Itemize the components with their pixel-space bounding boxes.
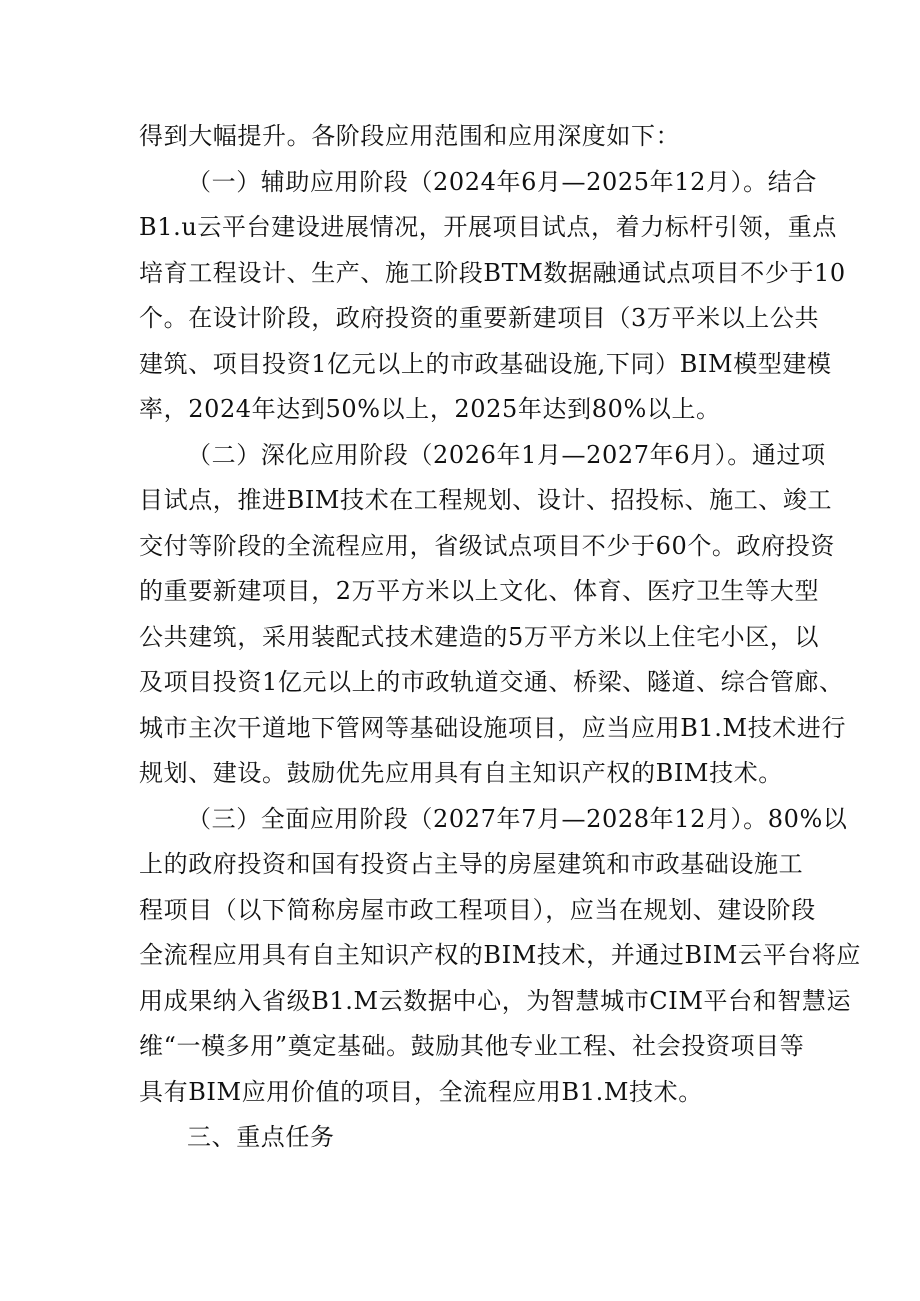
section-heading-key-tasks: 三、重点任务 bbox=[187, 1123, 335, 1151]
paragraph-line: 用成果纳入省级B1.M云数据中心，为智慧城市CIM平台和智慧运 bbox=[139, 986, 852, 1015]
paragraph-line: 程项目（以下简称房屋市政工程项目），应当在规划、建设阶段 bbox=[139, 895, 816, 924]
paragraph-line: 个。在设计阶段，政府投资的重要新建项目（3万平米以上公共 bbox=[139, 304, 820, 332]
stage-three-heading-line: （三）全面应用阶段（2027年7月—2028年12月）。80%以 bbox=[187, 804, 848, 833]
body-text bbox=[139, 114, 861, 1161]
paragraph-line: 上的政府投资和国有投资占主导的房屋建筑和市政基础设施工 bbox=[139, 850, 804, 878]
paragraph-line: B1.u云平台建设进展情况，开展项目试点，着力标杆引领，重点 bbox=[139, 213, 837, 241]
paragraph-line: 交付等阶段的全流程应用，省级试点项目不少于60个。政府投资 bbox=[139, 531, 835, 560]
paragraph-line: 得到大幅提升。各阶段应用范围和应用深度如下： bbox=[139, 122, 681, 150]
paragraph-line: 建筑、项目投资1亿元以上的市政基础设施,下同）BIM模型建模 bbox=[139, 349, 832, 378]
paragraph-line: 的重要新建项目，2万平方米以上文化、体育、医疗卫生等大型 bbox=[139, 577, 820, 605]
paragraph-line: 规划、建设。鼓励优先应用具有自主知识产权的BIM技术。 bbox=[139, 759, 783, 787]
paragraph-line: 具有BIM应用价值的项目，全流程应用B1.M技术。 bbox=[139, 1077, 703, 1106]
paragraph-line: 城市主次干道地下管网等基础设施项目，应当应用B1.M技术进行 bbox=[139, 713, 847, 742]
paragraph-line: 培育工程设计、生产、施工阶段BTM数据融通试点项目不少于10 bbox=[139, 258, 846, 287]
paragraph-line: 目试点，推进BIM技术在工程规划、设计、招投标、施工、竣工 bbox=[139, 486, 833, 514]
stage-two-heading-line: （二）深化应用阶段（2026年1月—2027年6月）。通过项 bbox=[187, 440, 826, 469]
paragraph-line: 率，2024年达到50%以上，2025年达到80%以上。 bbox=[139, 395, 721, 423]
stage-one-heading-line: （一）辅助应用阶段（2024年6月—2025年12月）。结合 bbox=[187, 167, 817, 196]
paragraph-line: 及项目投资1亿元以上的市政轨道交通、桥梁、隧道、综合管廊、 bbox=[139, 668, 844, 696]
paragraph-line: 全流程应用具有自主知识产权的BIM技术，并通过BIM云平台将应 bbox=[139, 941, 861, 969]
paragraph-line: 公共建筑，采用装配式技术建造的5万平方米以上住宅小区，以 bbox=[139, 622, 820, 651]
paragraph-line: 维“一模多用”奠定基础。鼓励其他专业工程、社会投资项目等 bbox=[139, 1032, 805, 1060]
